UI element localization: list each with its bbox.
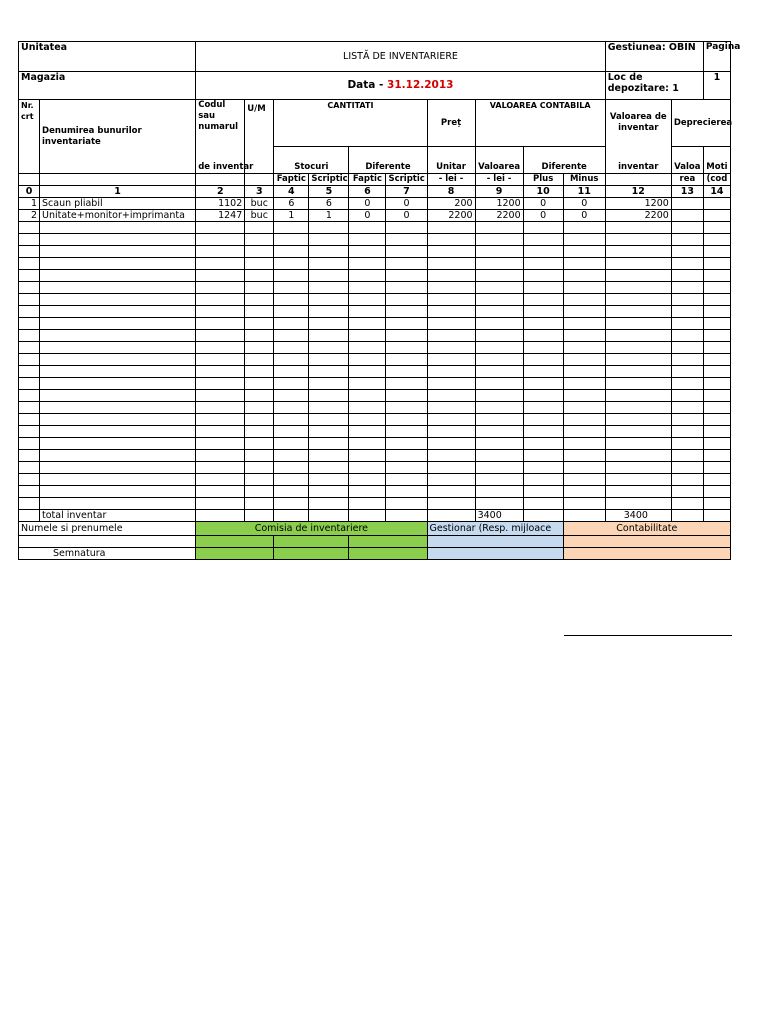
empty-row [19,234,731,246]
cell-dif-faptic: 0 [349,198,386,210]
empty-row [19,306,731,318]
empty-row [19,378,731,390]
col-cod: (cod [703,174,730,186]
col-scriptic-stoc: Scriptic [309,174,349,186]
col-plus: Plus [523,174,563,186]
col-valoarea-inventar: Valoarea de inventar [605,100,671,147]
cell-um: buc [245,210,274,222]
col-lei-valoare: - lei - [475,174,523,186]
cell-nr: 2 [19,210,40,222]
empty-row [19,246,731,258]
empty-row [19,402,731,414]
col-stocuri: Stocuri [274,147,349,174]
empty-row [19,462,731,474]
col-denumirea: Denumirea bunurilor inventariate [40,100,196,174]
col-number: 1 [40,186,196,198]
cell-dif-scriptic: 0 [386,210,427,222]
col-number: 7 [386,186,427,198]
cell-valoare-inventar: 1200 [605,198,671,210]
col-unitar: Unitar [427,147,475,174]
data-cell [196,72,606,100]
col-minus: Minus [563,174,605,186]
col-scriptic-dif: Scriptic [386,174,427,186]
empty-row [19,486,731,498]
col-cantitati: CANTITATI [274,100,427,147]
cell-name: Unitate+monitor+imprimanta [40,210,196,222]
col-number: 0 [19,186,40,198]
cell-plus: 0 [523,198,563,210]
col-um: U/M [245,100,274,174]
empty-row [19,474,731,486]
col-number: 2 [196,186,245,198]
col-inventar: inventar [605,147,671,174]
cell-stoc-scriptic: 6 [309,198,349,210]
empty-row [19,426,731,438]
total-label: total inventar [40,510,196,522]
inventory-sheet [18,41,741,560]
magazia-label: Magazia [19,72,196,100]
col-number: 14 [703,186,730,198]
empty-row [19,366,731,378]
col-faptic-dif: Faptic [349,174,386,186]
cell-cod: 1102 [196,198,245,210]
cell-stoc-faptic: 6 [274,198,309,210]
col-valoa: Valoa [671,147,703,174]
contabilitate-label: Contabilitate [563,522,730,536]
total-valoare: 3400 [475,510,523,522]
empty-row [19,438,731,450]
cell-name: Scaun pliabil [40,198,196,210]
numele-label: Numele si prenumele [19,522,196,536]
col-number: 12 [605,186,671,198]
table-row [19,210,731,222]
semnatura-label: Semnatura [19,548,196,560]
col-pret: Preț [427,100,475,147]
cell-minus: 0 [563,198,605,210]
col-diferente-valoare: Diferente [523,147,605,174]
empty-row [19,330,731,342]
empty-row [19,390,731,402]
empty-row [19,414,731,426]
cell-dif-faptic: 0 [349,210,386,222]
unitatea-label: Unitatea [19,42,196,72]
table-row [19,198,731,210]
data-value: 31.12.2013 [387,79,454,91]
empty-row [19,342,731,354]
cell-valoare-inventar: 2200 [605,210,671,222]
col-number: 9 [475,186,523,198]
col-number: 8 [427,186,475,198]
col-deprecierea: Deprecierea [671,100,730,147]
empty-row [19,294,731,306]
col-diferente: Diferente [349,147,427,174]
empty-row [19,270,731,282]
col-moti: Moti [703,147,730,174]
gestiunea-label: Gestiunea: OBIN [605,42,703,72]
total-row [19,510,731,522]
pagina-label: Pagina [703,42,730,72]
col-nr-crt: Nr. crt [19,100,40,174]
col-valoarea: Valoarea [475,147,523,174]
gestionar-label: Gestionar (Resp. mijloace [427,522,563,536]
col-codul-bottom: de inventar [196,147,245,174]
total-inventar: 3400 [605,510,671,522]
data-label: Data - [347,79,388,91]
empty-row [19,258,731,270]
col-number: 6 [349,186,386,198]
comisia-label: Comisia de inventariere [196,522,427,536]
cell-stoc-scriptic: 1 [309,210,349,222]
col-number: 3 [245,186,274,198]
cell-pret: 2200 [427,210,475,222]
loc-depozitare: Loc de depozitare: 1 [605,72,703,100]
cell-cod: 1247 [196,210,245,222]
empty-row [19,498,731,510]
empty-rows [19,222,731,510]
col-number: 11 [563,186,605,198]
col-rea: rea [671,174,703,186]
cell-pret: 200 [427,198,475,210]
col-number: 10 [523,186,563,198]
cell-valoare: 2200 [475,210,523,222]
pagina-value: 1 [703,72,730,100]
page-title: LISTĂ DE INVENTARIERE [196,42,606,72]
cell-plus: 0 [523,210,563,222]
col-codul-top: Codul sau numarul [196,100,245,147]
cell-nr: 1 [19,198,40,210]
col-number: 13 [671,186,703,198]
cell-dif-scriptic: 0 [386,198,427,210]
empty-row [19,354,731,366]
empty-row [19,282,731,294]
cell-minus: 0 [563,210,605,222]
cell-valoare: 1200 [475,198,523,210]
col-valoarea-contabila: VALOAREA CONTABILA [475,100,605,147]
empty-row [19,318,731,330]
col-faptic-stoc: Faptic [274,174,309,186]
signature-line [564,635,732,636]
cell-um: buc [245,198,274,210]
col-number: 5 [309,186,349,198]
empty-row [19,450,731,462]
cell-stoc-faptic: 1 [274,210,309,222]
col-lei-pret: - lei - [427,174,475,186]
col-number: 4 [274,186,309,198]
empty-row [19,222,731,234]
